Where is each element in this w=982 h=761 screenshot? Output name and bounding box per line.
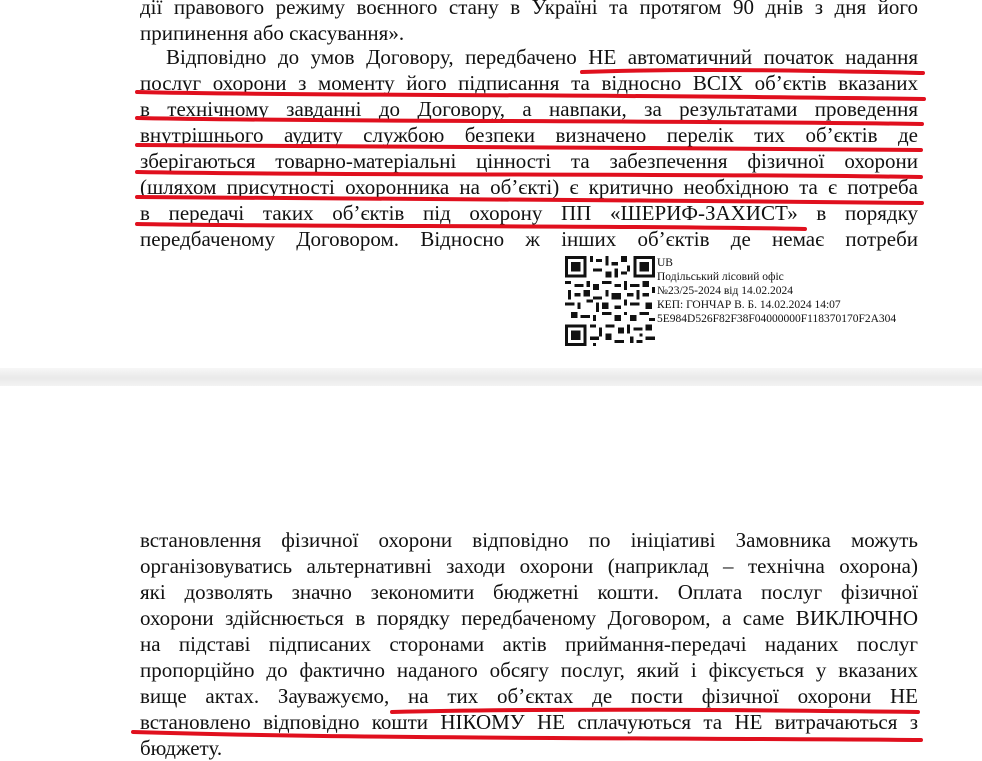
text-line: бюджету.	[140, 736, 223, 760]
text-line: в технічному завданні до Договору, а навпаки, за результатами проведення	[140, 97, 918, 121]
stamp-line: КЕП: ГОНЧАР В. Б. 14.02.2024 14:07	[657, 299, 841, 311]
paragraph-payment-terms	[140, 527, 918, 761]
text-line: на підставі підписаних сторонами актів приймання-передачі наданих послуг	[140, 632, 918, 656]
text-line: вище актах. Зауважуємо, на тих об’єктах де пости фізичної охорони НЕ	[140, 684, 918, 708]
text-line: передбаченому Договором. Відносно ж інших об’єктів де немає потреби	[140, 227, 918, 251]
text-line: дії правового режиму воєнного стану в Україні та протягом 90 днів з дня його	[140, 0, 918, 19]
stamp-line: UB	[657, 257, 673, 269]
text-line: послуг охорони з моменту його підписання та відносно ВСІХ об’єктів вказаних	[140, 71, 918, 95]
stamp-line: 5E984D526F82F38F04000000F118370170F2A304	[657, 313, 897, 325]
paragraph-continuation	[140, 0, 918, 46]
electronic-signature-stamp	[565, 256, 945, 348]
text-line: внутрішнього аудиту службою безпеки визначено перелік тих об’єктів де	[140, 123, 918, 147]
stamp-line: №23/25-2024 від 14.02.2024	[657, 285, 793, 297]
text-line: охорони здійснюється в порядку передбаченому Договором, а саме ВИКЛЮЧНО	[140, 606, 918, 630]
page-break	[0, 368, 982, 386]
qr-code-icon	[565, 256, 655, 346]
text-line: які дозволять значно зекономити бюджетні кошти. Оплата послуг фізичної	[140, 580, 918, 604]
paragraph-contract-terms	[140, 44, 918, 252]
text-line: в передачі таких об’єктів під охорону ПП «ШЕРИФ-ЗАХИСТ» в порядку	[140, 201, 918, 225]
text-line: встановлено відповідно кошти НІКОМУ НЕ сплачуються та НЕ витрачаються з	[140, 710, 918, 734]
stamp-line: Подільський лісовий офіс	[657, 271, 784, 283]
text-line: припинення або скасування».	[140, 21, 405, 45]
document-page-bottom	[0, 386, 982, 760]
text-line: організовуватись альтернативні заходи охорони (наприклад – технічна охорона)	[140, 554, 918, 578]
text-line: зберігаються товарно-матеріальні цінності та забезпечення фізичної охорони	[140, 149, 918, 173]
text-line: пропорційно до фактично наданого обсягу послуг, який і фіксується у вказаних	[140, 658, 918, 682]
text-line: (шляхом присутності охоронника на об’єкті) є критично необхідною та є потреба	[140, 175, 918, 199]
text-line: Відповідно до умов Договору, передбачено НЕ автоматичний початок надання	[166, 45, 918, 69]
signature-details	[657, 256, 896, 326]
document-page-top	[0, 0, 982, 368]
text-line: встановлення фізичної охорони відповідно по ініціативі Замовника можуть	[140, 528, 918, 552]
